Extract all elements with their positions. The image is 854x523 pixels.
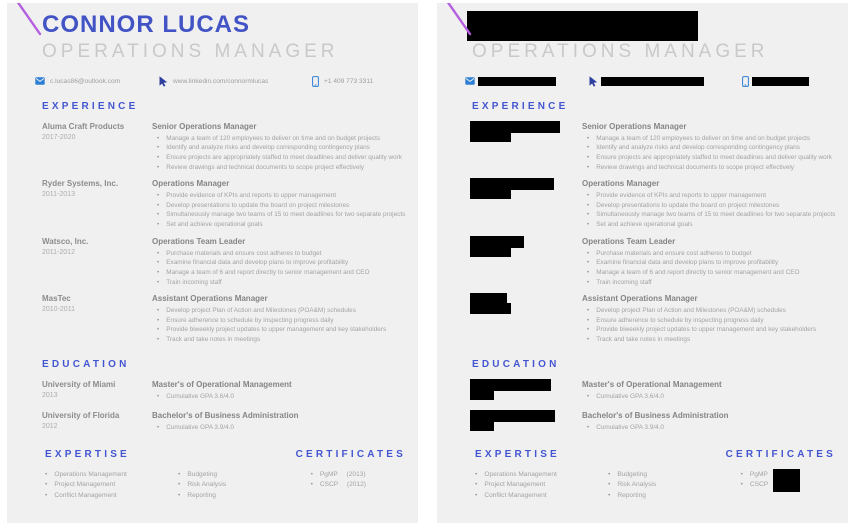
entry-left bbox=[42, 411, 152, 433]
section-header-certificates: CERTIFICATES bbox=[295, 448, 406, 460]
school-name: University of Miami bbox=[42, 379, 116, 389]
entry-left bbox=[42, 380, 152, 402]
job-role: Operations Team Leader bbox=[152, 236, 246, 246]
entry-left bbox=[472, 179, 582, 229]
expertise-item: • Risk Analysis bbox=[178, 480, 296, 491]
bullet-item: • Provide biweekly project updates to upper management and key stakeholders bbox=[157, 325, 408, 335]
bullet-item: • Manage a team of 120 employees to deliver on time and on budget projects bbox=[587, 134, 838, 144]
bullet-item: • Provide evidence of KPIs and reports to upper management bbox=[587, 191, 838, 201]
job-bullets bbox=[152, 134, 408, 172]
expertise-item: • Operations Management bbox=[45, 470, 178, 481]
bullet-item: • Ensure adherence to schedule by inspecting progress daily bbox=[587, 316, 838, 326]
resume-header bbox=[437, 3, 848, 87]
bullet-item: • Purchase materials and ensure cost adheres to budget bbox=[157, 249, 408, 259]
bullet-item: • Identify and analyze risks and develop corresponding contingency plans bbox=[587, 143, 838, 153]
company-dates bbox=[470, 188, 511, 199]
bullet-item: • Provide biweekly project updates to upper management and key stakeholders bbox=[587, 325, 838, 335]
contact-email bbox=[478, 77, 556, 86]
certificates-list bbox=[726, 470, 836, 491]
education-entry bbox=[7, 380, 418, 402]
entry-right bbox=[152, 294, 408, 344]
expertise-item: • Budgeting bbox=[178, 470, 296, 481]
certificates-block bbox=[296, 449, 406, 502]
certificate-item bbox=[311, 470, 406, 481]
contact-row bbox=[465, 76, 838, 87]
certificate-item bbox=[311, 480, 406, 491]
job-role: Senior Operations Manager bbox=[582, 121, 687, 131]
bullet-item: • Purchase materials and ensure cost adheres to budget bbox=[587, 249, 838, 259]
job-bullets bbox=[152, 249, 408, 287]
contact-phone bbox=[752, 77, 809, 86]
bullet-item: • Track and take notes in meetings bbox=[587, 335, 838, 345]
entry-right bbox=[152, 380, 408, 402]
degree-details bbox=[152, 392, 408, 402]
bullet-item: • Provide evidence of KPIs and reports to upper management bbox=[157, 191, 408, 201]
certificate-name: • CSCP bbox=[749, 481, 770, 489]
degree-name: Bachelor's of Business Administration bbox=[152, 411, 299, 421]
bullet-item: • Track and take notes in meetings bbox=[157, 335, 408, 345]
company-dates bbox=[470, 131, 511, 142]
expertise-item: • Risk Analysis bbox=[608, 480, 726, 491]
job-role: Operations Manager bbox=[582, 179, 660, 189]
bullet-item: • Simultaneously manage two teams of 15 to meet deadlines for two separate projects bbox=[157, 210, 408, 220]
company-name: Aluma Craft Products bbox=[42, 121, 125, 131]
expertise-column bbox=[178, 470, 296, 502]
entry-left bbox=[42, 237, 152, 287]
job-bullets bbox=[582, 306, 838, 344]
entry-right bbox=[152, 411, 408, 433]
entry-right bbox=[582, 179, 838, 229]
experience-entry bbox=[7, 237, 418, 287]
contact-phone-item bbox=[742, 76, 803, 87]
expertise-item: • Reporting bbox=[608, 491, 726, 502]
bullet-item: • Train incoming staff bbox=[157, 278, 408, 288]
entry-right bbox=[582, 294, 838, 344]
certificates-list bbox=[296, 470, 406, 491]
bottom-row bbox=[437, 449, 848, 502]
certificates-block bbox=[726, 449, 836, 502]
company-name: MasTec bbox=[42, 294, 71, 304]
expertise-item: • Project Management bbox=[45, 480, 178, 491]
candidate-job-title: OPERATIONS MANAGER bbox=[472, 41, 769, 62]
section-header-expertise: EXPERTISE bbox=[475, 448, 560, 460]
company-dates bbox=[470, 246, 511, 257]
experience-entry bbox=[437, 237, 848, 287]
certificate-year: (2013) bbox=[346, 470, 366, 478]
experience-entry bbox=[437, 294, 848, 344]
entry-left bbox=[472, 294, 582, 344]
certificate-year: (2012) bbox=[346, 481, 366, 489]
expertise-item: • Budgeting bbox=[608, 470, 726, 481]
contact-phone-item bbox=[312, 76, 373, 87]
section-header-experience: EXPERIENCE bbox=[42, 100, 139, 112]
education-entry bbox=[7, 411, 418, 433]
company-name: Ryder Systems, Inc. bbox=[42, 179, 119, 189]
contact-linkedin-item bbox=[159, 76, 312, 87]
entry-right bbox=[152, 122, 408, 172]
resume-header bbox=[7, 3, 418, 87]
resume-page bbox=[7, 3, 418, 501]
expertise-column bbox=[475, 470, 608, 502]
company-dates bbox=[470, 303, 511, 314]
bullet-item: • Set and achieve operational goals bbox=[157, 220, 408, 230]
experience-entry bbox=[7, 179, 418, 229]
entry-right bbox=[582, 380, 838, 402]
contact-linkedin: www.linkedin.com/connormlucas bbox=[173, 77, 269, 85]
expertise-block bbox=[475, 449, 726, 502]
entry-right bbox=[582, 411, 838, 433]
phone-icon bbox=[742, 76, 749, 87]
bullet-item: • Cumulative GPA 3.9/4.0 bbox=[587, 423, 838, 433]
entry-right bbox=[582, 122, 838, 172]
job-bullets bbox=[582, 249, 838, 287]
company-dates: 2017-2020 bbox=[42, 133, 76, 141]
experience-entry bbox=[7, 294, 418, 344]
degree-details bbox=[582, 423, 838, 433]
expertise-item: • Reporting bbox=[178, 491, 296, 502]
bullet-item: • Manage a team of 120 employees to deliver on time and on budget projects bbox=[157, 134, 408, 144]
bullet-item: • Ensure adherence to schedule by inspecting progress daily bbox=[157, 316, 408, 326]
bullet-item: • Develop presentations to update the board on project milestones bbox=[587, 201, 838, 211]
cursor-icon bbox=[589, 76, 598, 87]
certificate-name: • CSCP bbox=[319, 481, 340, 489]
candidate-job-title: OPERATIONS MANAGER bbox=[42, 41, 339, 62]
bullet-item: • Cumulative GPA 3.9/4.0 bbox=[157, 423, 408, 433]
job-role: Senior Operations Manager bbox=[152, 121, 257, 131]
school-name: University of Florida bbox=[42, 411, 120, 421]
bullet-item: • Simultaneously manage two teams of 15 to meet deadlines for two separate projects bbox=[587, 210, 838, 220]
email-icon bbox=[465, 77, 475, 85]
bullet-item: • Identify and analyze risks and develop corresponding contingency plans bbox=[157, 143, 408, 153]
name-row bbox=[472, 13, 838, 37]
company-dates: 2011-2012 bbox=[42, 248, 75, 256]
contact-email: c.lucas86@outlook.com bbox=[50, 77, 121, 85]
graduation-year: 2012 bbox=[42, 423, 58, 431]
expertise-item: • Conflict Management bbox=[45, 491, 178, 502]
bullet-item: • Develop project Plan of Action and Milestones (POA&M) schedules bbox=[157, 306, 408, 316]
entry-right bbox=[582, 237, 838, 287]
degree-name: Bachelor's of Business Administration bbox=[582, 411, 729, 421]
bullet-item: • Train incoming staff bbox=[587, 278, 838, 288]
entry-left bbox=[42, 122, 152, 172]
email-icon bbox=[35, 77, 45, 85]
job-bullets bbox=[152, 191, 408, 229]
company-dates: 2010-2011 bbox=[42, 306, 75, 314]
expertise-column bbox=[45, 470, 178, 502]
education-entry bbox=[437, 380, 848, 402]
job-bullets bbox=[582, 134, 838, 172]
company-dates: 2011-2013 bbox=[42, 191, 75, 199]
candidate-name: CONNOR LUCAS bbox=[42, 11, 250, 38]
bullet-item: • Review drawings and technical documents to scope project effectively bbox=[587, 163, 838, 173]
bullet-item: • Develop presentations to update the board on project milestones bbox=[157, 201, 408, 211]
degree-details bbox=[152, 423, 408, 433]
decorative-diagonal-line bbox=[9, 3, 51, 43]
certificate-name: • PgMP bbox=[749, 470, 770, 478]
graduation-year bbox=[470, 420, 494, 431]
section-header-certificates: CERTIFICATES bbox=[725, 448, 836, 460]
bullet-item: • Ensure projects are appropriately staffed to meet deadlines and deliver quality work bbox=[587, 153, 838, 163]
section-header-education: EDUCATION bbox=[42, 358, 130, 370]
decorative-diagonal-line bbox=[439, 3, 481, 43]
section-header-experience: EXPERIENCE bbox=[472, 100, 569, 112]
degree-name: Master's of Operational Management bbox=[582, 379, 722, 389]
job-role: Assistant Operations Manager bbox=[582, 294, 698, 304]
phone-icon bbox=[312, 76, 319, 87]
job-bullets bbox=[152, 306, 408, 344]
expertise-column bbox=[608, 470, 726, 502]
job-role: Operations Team Leader bbox=[582, 236, 676, 246]
bullet-item: • Cumulative GPA 3.6/4.0 bbox=[157, 392, 408, 402]
name-row bbox=[42, 13, 408, 37]
resume-page bbox=[437, 3, 848, 501]
job-role: Operations Manager bbox=[152, 179, 230, 189]
graduation-year: 2013 bbox=[42, 391, 58, 399]
expertise-item: • Operations Management bbox=[475, 470, 608, 481]
bullet-item: • Review drawings and technical documents to scope project effectively bbox=[157, 163, 408, 173]
entry-left bbox=[42, 294, 152, 344]
bullet-item: • Set and achieve operational goals bbox=[587, 220, 838, 230]
expertise-item: • Project Management bbox=[475, 480, 608, 491]
entry-left bbox=[472, 237, 582, 287]
resume-original bbox=[7, 3, 418, 523]
contact-email-item bbox=[465, 77, 589, 85]
certificate-name: • PgMP bbox=[319, 470, 340, 478]
contact-phone: +1 409 773 3311 bbox=[324, 77, 374, 85]
degree-details bbox=[582, 392, 838, 402]
entry-left bbox=[472, 411, 582, 433]
expertise-item: • Conflict Management bbox=[475, 491, 608, 502]
bullet-item: • Develop project Plan of Action and Milestones (POA&M) schedules bbox=[587, 306, 838, 316]
experience-entry bbox=[7, 122, 418, 172]
expertise-block bbox=[45, 449, 296, 502]
contact-email-item bbox=[35, 77, 159, 85]
section-header-education: EDUCATION bbox=[472, 358, 560, 370]
bullet-item: • Manage a team of 6 and report directly to senior management and CEO bbox=[587, 268, 838, 278]
expertise-columns bbox=[45, 470, 296, 502]
entry-right bbox=[152, 237, 408, 287]
bullet-item: • Examine financial data and develop plans to improve profitability bbox=[157, 258, 408, 268]
job-bullets bbox=[582, 191, 838, 229]
experience-entry bbox=[437, 122, 848, 172]
contact-linkedin-item bbox=[589, 76, 742, 87]
resume-redacted bbox=[437, 3, 848, 523]
company-name: Watsco, Inc. bbox=[42, 236, 89, 246]
job-role: Assistant Operations Manager bbox=[152, 294, 268, 304]
experience-entry bbox=[437, 179, 848, 229]
entry-left bbox=[472, 122, 582, 172]
entry-left bbox=[42, 179, 152, 229]
certificate-year bbox=[773, 479, 800, 492]
candidate-name bbox=[467, 11, 698, 41]
bullet-item: • Cumulative GPA 3.6/4.0 bbox=[587, 392, 838, 402]
education-entry bbox=[437, 411, 848, 433]
bullet-item: • Ensure projects are appropriately staffed to meet deadlines and deliver quality work bbox=[157, 153, 408, 163]
section-header-expertise: EXPERTISE bbox=[45, 448, 130, 460]
degree-name: Master's of Operational Management bbox=[152, 379, 292, 389]
contact-row bbox=[35, 76, 408, 87]
bullet-item: • Examine financial data and develop plans to improve profitability bbox=[587, 258, 838, 268]
entry-right bbox=[152, 179, 408, 229]
certificate-item bbox=[741, 480, 836, 491]
bottom-row bbox=[7, 449, 418, 502]
graduation-year bbox=[470, 389, 494, 400]
contact-linkedin bbox=[601, 77, 704, 86]
cursor-icon bbox=[159, 76, 168, 87]
expertise-columns bbox=[475, 470, 726, 502]
entry-left bbox=[472, 380, 582, 402]
bullet-item: • Manage a team of 6 and report directly to senior management and CEO bbox=[157, 268, 408, 278]
